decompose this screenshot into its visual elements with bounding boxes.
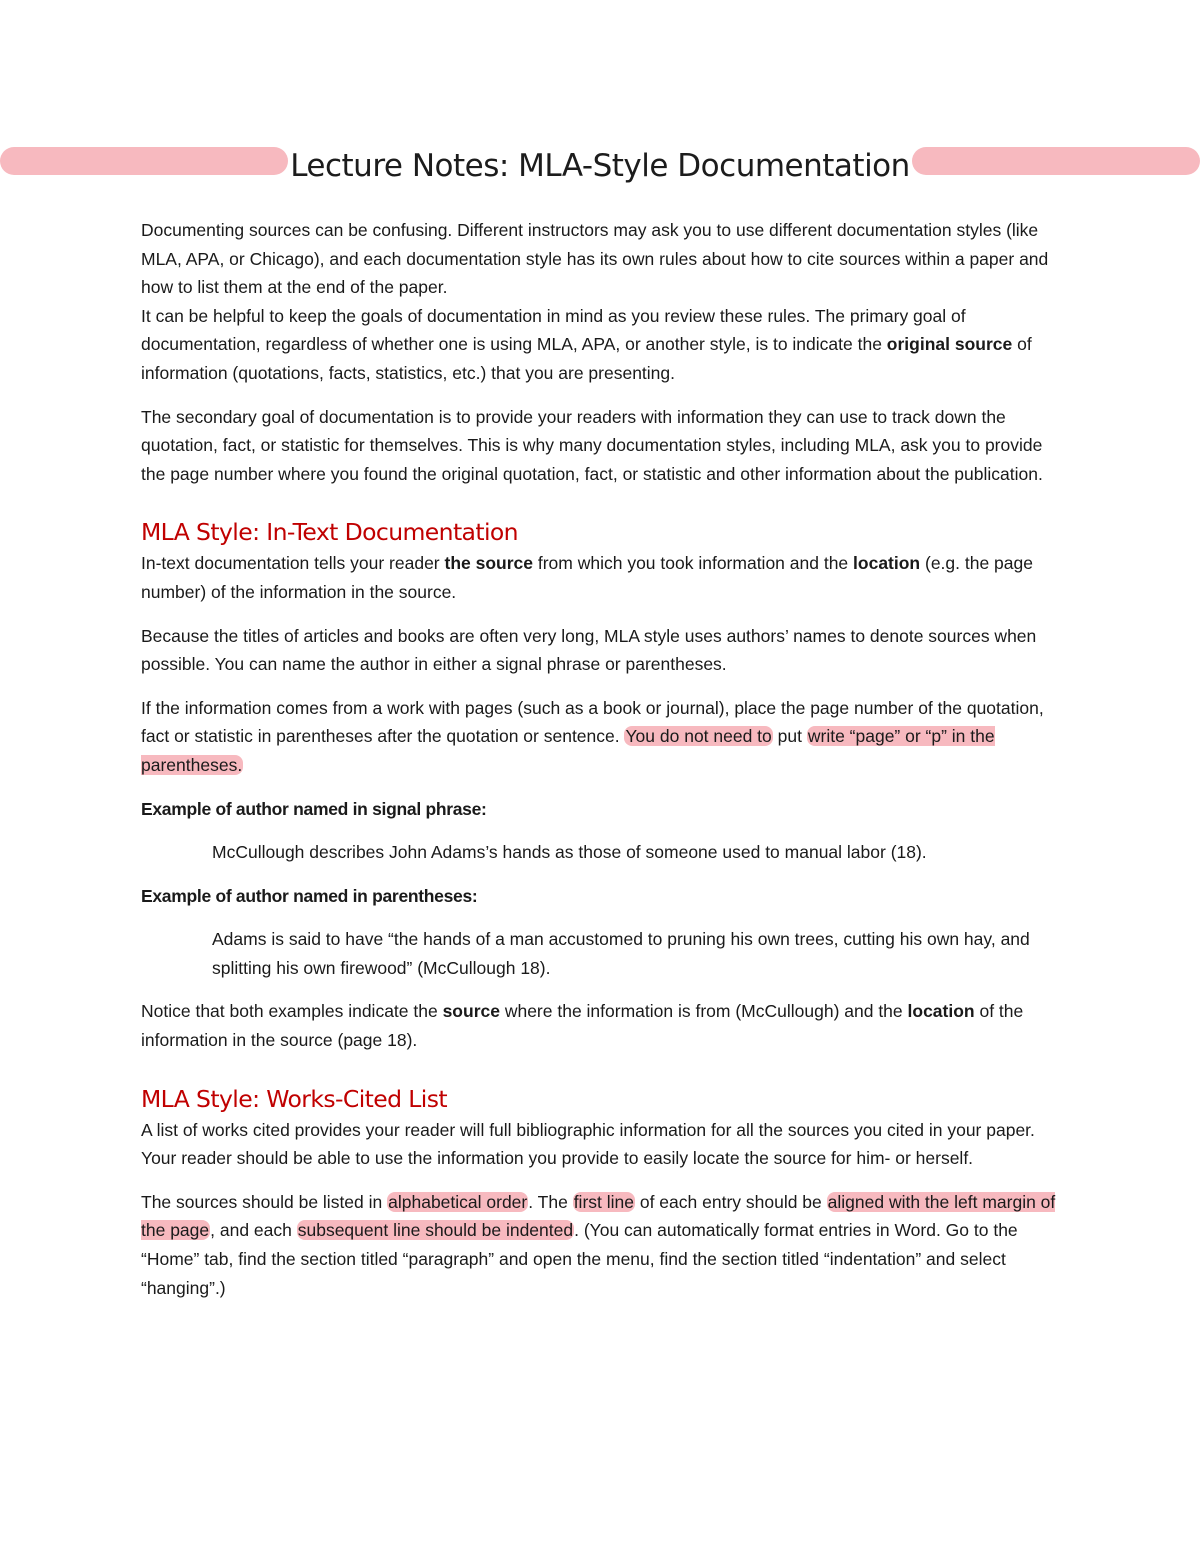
highlight-subsequent-line: subsequent line should be indented [297,1220,574,1241]
highlight-left-margin: aligned with the left margin of the page [141,1191,1056,1241]
section-heading-works-cited: MLA Style: Works-Cited List [141,1084,447,1113]
example-text-signal-phrase: McCullough describes John Adams’s hands as those of someone used to manual labor (18). [212,842,927,863]
example-label-signal-phrase: Example of author named in signal phrase: [141,798,487,819]
works-cited-paragraph-1: A list of works cited provides your reader will full bibliographic information for all the sources you cited in your paper. Your reader should be able to use the information you provide to easily locate the source for him- or herself. [141,1119,1035,1169]
example-text-parentheses: Adams is said to have “the hands of a man accustomed to pruning his own trees, cutting his own hay, and splitting his own firewood” (McCullough 18). [212,929,1030,978]
works-cited-paragraph-2: The sources should be listed in alphabetical order. The first line of each entry should be aligned with the left margin of the page, and each subsequent line should be indented. (You can automatically format entries in Word. Go to the “Home” tab, find the section titled “paragraph” and open the menu, find the section titled “indentation” and select “hanging”.) [141,1191,1056,1298]
highlight-page-p: write “page” or “p” in the parentheses. [141,726,995,775]
highlight-no-need: You do not need to [625,726,772,747]
page-title: Lecture Notes: MLA-Style Documentation [290,148,910,184]
in-text-paragraph-4: Notice that both examples indicate the source where the information is from (McCullough) and the location of the information in the source (page 18). [141,1001,1024,1051]
highlight-first-line: first line [573,1191,634,1212]
in-text-paragraph-3: If the information comes from a work with pages (such as a book or journal), place the page number of the quotation, fact or statistic in parentheses after the quotation or sentence. You do not need to put write “page” or “p” in the parentheses. [141,697,1044,775]
highlight-alphabetical: alphabetical order [388,1191,528,1212]
section-heading-in-text: MLA Style: In-Text Documentation [141,518,518,547]
document-body [141,216,1066,1302]
intro-paragraph-1: Documenting sources can be confusing. Different instructors may ask you to use different documentation styles (like MLA, APA, or Chicago), and each documentation style has its own rules about how to cite sources within a paper and how to list them at the end of the paper. [141,220,1049,298]
intro-paragraph-2: It can be helpful to keep the goals of documentation in mind as you review these rules. The primary goal of documentation, regardless of whether one is using MLA, APA, or another style, is to indicate the original source of information (quotations, facts, statistics, etc.) that you are presenting. [141,305,1032,383]
in-text-paragraph-1: In-text documentation tells your reader the source from which you took information and the location (e.g. the page number) of the information in the source. [141,553,1033,602]
example-label-parentheses: Example of author named in parentheses: [141,885,478,906]
intro-paragraph-3: The secondary goal of documentation is to provide your readers with information they can use to track down the quotation, fact, or statistic for themselves. This is why many documentation styles, including MLA, ask you to provide the page number where you found the original quotation, fact, or statistic and other information about the publication. [141,406,1043,484]
in-text-paragraph-2: Because the titles of articles and books are often very long, MLA style uses authors’ names to denote sources when possible. You can name the author in either a signal phrase or parentheses. [141,625,1037,675]
